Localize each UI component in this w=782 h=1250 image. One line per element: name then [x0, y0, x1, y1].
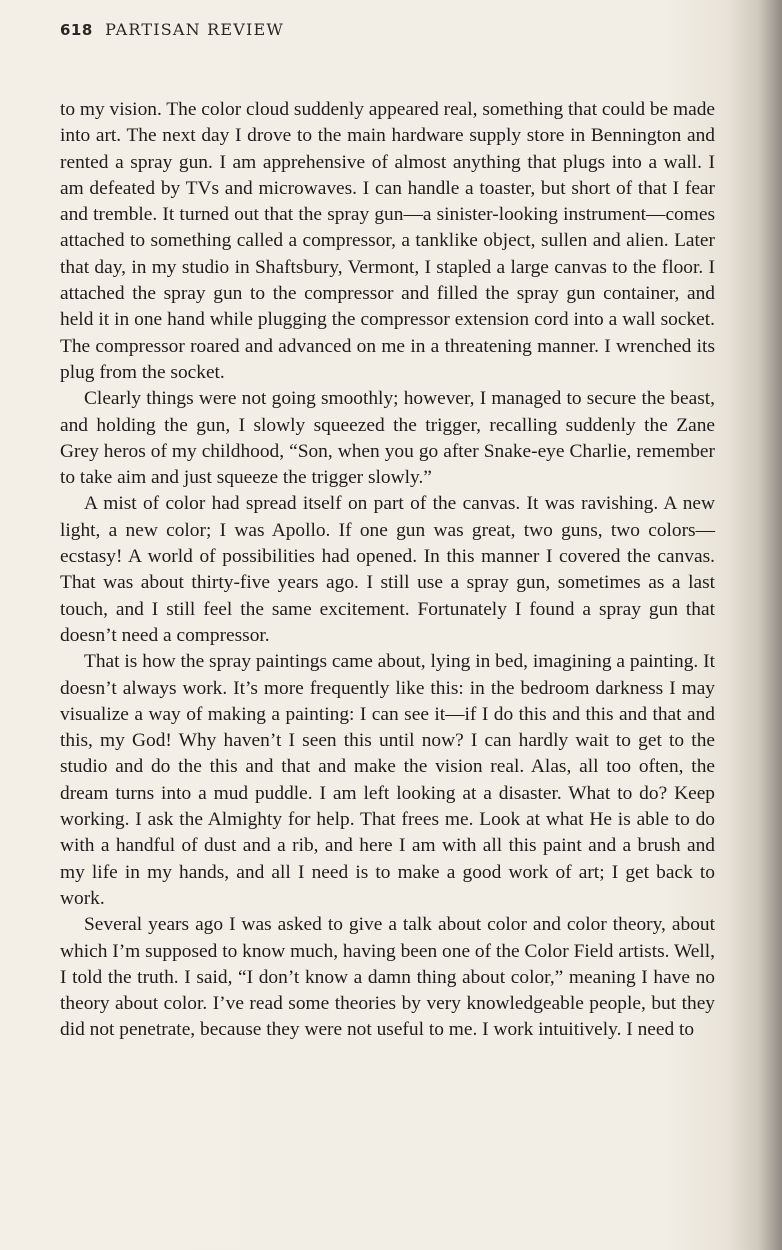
page-number: 618 — [60, 21, 93, 39]
journal-title: PARTISAN REVIEW — [105, 20, 285, 39]
paragraph: That is how the spray paintings came about, lying in bed, imagining a painting. It doesn’t always work. It’s more frequently like this: in the bedroom darkness I may visualize a way of making a painting: I can see it—if I do this and this and that and this, my God! Why haven’t I seen this until now? I can hardly wait to get to the studio and do the this and that and make the vision real. Alas, all too often, the dream turns into a mud puddle. I am left looking at a disaster. What to do? Keep working. I ask the Almighty for help. That frees me. Look at what He is able to do with a handful of dust and a rib, and here I am with all this paint and a brush and my life in my hands, and all I need is to make a good work of art; I get back to work. — [60, 651, 715, 909]
paragraph: Clearly things were not going smoothly; however, I managed to secure the beast, and holding the gun, I slowly squeezed the trigger, recalling suddenly the Zane Grey heros of my childhood, “Son, when you go after Snake-eye Charlie, remember to take aim and just squeeze the trigger slowly.” — [60, 388, 715, 489]
body-text — [60, 97, 715, 1044]
paragraph-continued: to my vision. The color cloud suddenly appeared real, something that could be made into art. The next day I drove to the main hardware supply store in Bennington and rented a spray gun. I am apprehensive of almost anything that plugs into a wall. I am defeated by TVs and microwaves. I can handle a toaster, but short of that I fear and tremble. It turned out that the spray gun—a sinister-looking instrument—comes attached to something called a compressor, a tanklike object, sullen and alien. Later that day, in my studio in Shaftsbury, Vermont, I stapled a large canvas to the floor. I attached the spray gun to the compressor and filled the spray gun container, and held it in one hand while plugging the compressor extension cord into a wall socket. The compressor roared and advanced on me in a threatening manner. I wrenched its plug from the socket. — [60, 99, 715, 383]
paragraph: Several years ago I was asked to give a talk about color and color theory, about which I’m supposed to know much, having been one of the Color Field artists. Well, I told the truth. I said, “I don’t know a damn thing about color,” meaning I have no theory about color. I’ve read some theories by very knowledgeable people, but they did not penetrate, because they were not useful to me. I work intuitively. I need to — [60, 914, 715, 1041]
running-head — [60, 20, 284, 39]
paragraph: A mist of color had spread itself on part of the canvas. It was ravishing. A new light, a new color; I was Apollo. If one gun was great, two guns, two colors—ecstasy! A world of possibilities had opened. In this manner I covered the canvas. That was about thirty-five years ago. I still use a spray gun, sometimes as a last touch, and I still feel the same excitement. Fortunately I found a spray gun that doesn’t need a compressor. — [60, 493, 715, 646]
